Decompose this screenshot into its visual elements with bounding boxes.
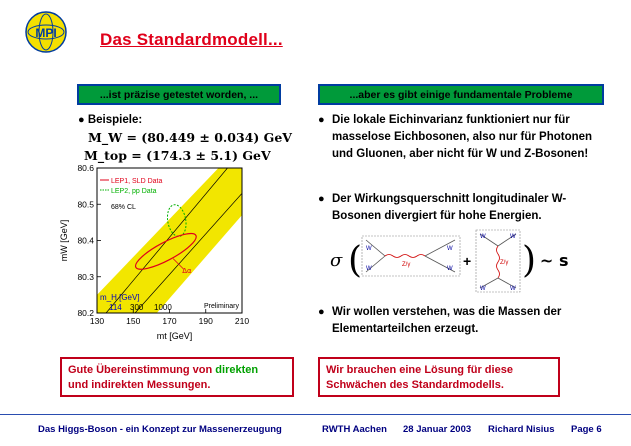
mpi-logo xyxy=(24,10,68,54)
feynman-equation xyxy=(330,226,610,298)
right-header-box xyxy=(318,84,604,105)
right-conclusion-box xyxy=(318,357,560,397)
mh-1000-label: 1000 xyxy=(154,303,172,312)
y-tick-label: 80.2 xyxy=(77,308,94,318)
x-tick-label: 150 xyxy=(126,316,141,326)
svg-text:MPI: MPI xyxy=(35,26,57,40)
x-axis-label: mt [GeV] xyxy=(156,331,193,341)
formula-mw: M_W = (80.449 ± 0.034) GeV xyxy=(88,130,292,145)
bullet-dot: ● xyxy=(318,114,325,126)
footer-talk: Das Higgs-Boson - ein Konzept zur Massenerzeugung xyxy=(38,424,282,435)
bullet-dot: ● xyxy=(318,306,325,318)
t-channel-diagram xyxy=(476,230,520,292)
legend-cl-label: 68% CL xyxy=(111,204,136,211)
y-tick-label: 80.3 xyxy=(77,271,94,282)
formula-mtop: M_top = (174.3 ± 5.1) GeV xyxy=(84,148,271,163)
mh-114-label: 114 xyxy=(109,303,122,312)
plus-sign: + xyxy=(463,253,472,269)
right-header-text: ...aber es gibt einige fundamentale Probleme xyxy=(349,88,573,101)
y-tick-label: 80.6 xyxy=(77,163,94,173)
y-tick-label: 80.5 xyxy=(77,199,94,210)
footer-institute: RWTH Aachen xyxy=(322,424,387,435)
svg-text:Z/γ: Z/γ xyxy=(500,260,509,266)
bullet-gauge-invariance xyxy=(318,112,598,163)
s-channel-diagram xyxy=(362,236,460,276)
svg-text:Z/γ: Z/γ xyxy=(402,262,411,268)
svg-text:W: W xyxy=(447,246,453,252)
footer-author: Richard Nisius xyxy=(488,424,555,435)
slide-title: Das Standardmodell... xyxy=(100,30,283,49)
examples-bullet xyxy=(78,112,142,129)
legend-lep1-label: LEP1, SLD Data xyxy=(111,178,163,185)
examples-label: Beispiele: xyxy=(87,114,143,126)
svg-text:W: W xyxy=(447,266,453,272)
bullet-dot: ● xyxy=(78,114,85,126)
y-axis-label: mW [GeV] xyxy=(59,219,69,262)
sigma-symbol: σ xyxy=(330,250,343,271)
mw-mt-chart xyxy=(55,160,255,350)
svg-text:W: W xyxy=(510,234,516,240)
y-tick-label: 80.4 xyxy=(77,235,94,246)
svg-text:W: W xyxy=(366,246,372,252)
svg-text:W: W xyxy=(480,234,486,240)
x-tick-label: 190 xyxy=(198,316,213,326)
svg-text:W: W xyxy=(366,266,372,272)
left-conclusion-highlight: direkten xyxy=(215,364,259,376)
left-paren: ( xyxy=(348,240,363,281)
bullet-cross-section-text: Der Wirkungsquerschnitt longitudinaler W-Bosonen divergiert für hohe Energien. xyxy=(332,193,567,222)
left-conclusion-part1: Gute Übereinstimmung von xyxy=(68,364,216,376)
mh-label: m_H [GeV] xyxy=(100,293,140,302)
left-header-box xyxy=(77,84,281,105)
footer-page: Page 6 xyxy=(571,424,602,435)
x-tick-label: 170 xyxy=(162,316,177,326)
bullet-dot: ● xyxy=(318,193,325,205)
legend-lep2-label: LEP2, pp Data xyxy=(111,188,157,195)
bullet-gauge-text: Die lokale Eichinvarianz funktioniert nur für masselose Eichbosonen, also nur für Photonen und Gluonen, aber nicht für W und Z-Bosonen! xyxy=(332,114,593,160)
preliminary-label: Preliminary xyxy=(203,303,239,310)
svg-text:W: W xyxy=(480,286,486,292)
mh-300-label: 300 xyxy=(130,303,144,312)
delta-alpha-label: Δα xyxy=(182,267,192,276)
footer-rule xyxy=(0,414,631,415)
bullet-masses-text: Wir wollen verstehen, was die Massen der Elementarteilchen erzeugt. xyxy=(332,306,562,335)
proportional-s: ∼ s xyxy=(540,251,569,270)
x-tick-label: 130 xyxy=(89,316,105,326)
svg-text:W: W xyxy=(510,286,516,292)
left-conclusion-part2: und indirekten Messungen. xyxy=(68,379,211,391)
right-conclusion-text: Wir brauchen eine Lösung für diese Schwächen des Standardmodells. xyxy=(326,364,513,391)
bullet-masses xyxy=(318,304,598,338)
x-tick-label: 210 xyxy=(234,316,250,326)
left-conclusion-box xyxy=(60,357,294,397)
footer-date: 28 Januar 2003 xyxy=(403,424,472,435)
right-paren: ) xyxy=(522,240,537,281)
bullet-cross-section xyxy=(318,191,598,225)
left-header-text: ...ist präzise getestet worden, ... xyxy=(99,88,259,101)
